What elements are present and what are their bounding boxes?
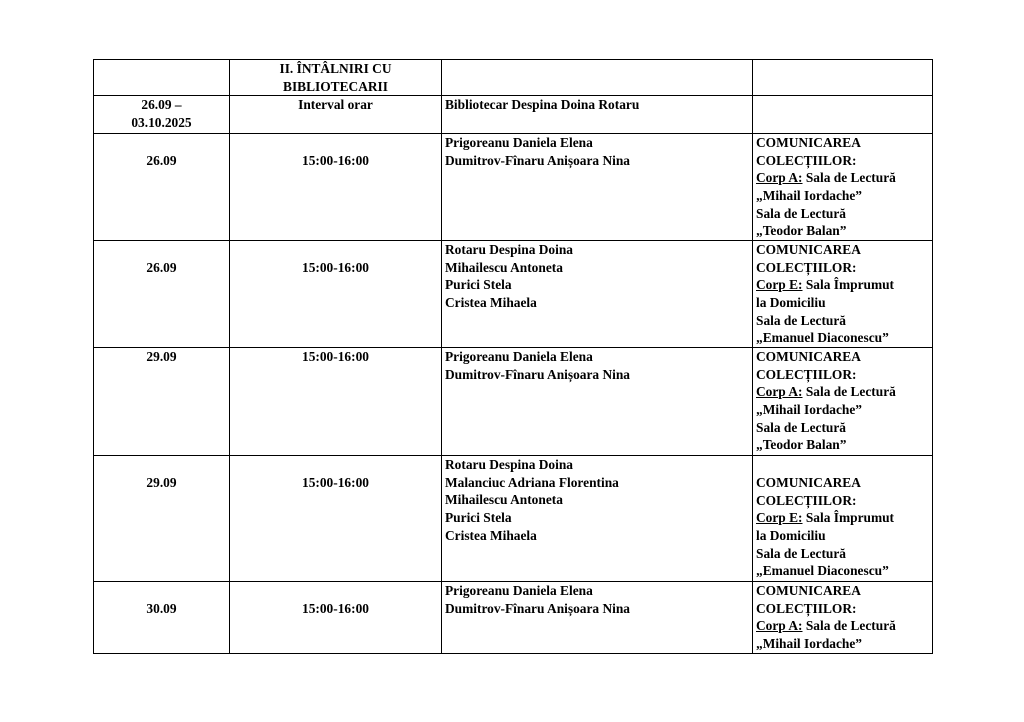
- location-line: „Mihail Iordache”: [756, 635, 863, 651]
- participant-name: Purici Stela: [445, 509, 512, 525]
- location-line: „Mihail Iordache”: [756, 401, 863, 417]
- location-subtitle: COLECȚIILOR:: [756, 492, 857, 508]
- location-corp-line: [756, 617, 929, 635]
- empty-cell: [94, 60, 230, 96]
- location-subtitle: COLECȚIILOR:: [756, 366, 857, 382]
- participant-name: Mihailescu Antoneta: [445, 492, 563, 508]
- location-line: Sala de Lectură: [756, 545, 847, 561]
- location-line: „Mihail Iordache”: [756, 187, 863, 203]
- table-row: [94, 241, 933, 348]
- participant-name: Rotaru Despina Doina: [445, 457, 573, 473]
- participant-name: Dumitrov-Fînaru Anișoara Nina: [445, 366, 631, 382]
- participant-name: Cristea Mihaela: [445, 527, 537, 543]
- location-corp: Corp A:: [756, 170, 803, 186]
- participant-name: Prigoreanu Daniela Elena: [445, 349, 593, 365]
- table-row: [94, 134, 933, 241]
- location-subtitle: COLECȚIILOR:: [756, 259, 857, 275]
- location-cell: [753, 456, 933, 582]
- interval-cell: 15:00-16:00: [230, 348, 442, 456]
- participant-name: Dumitrov-Fînaru Anișoara Nina: [445, 600, 631, 616]
- participant-name: Prigoreanu Daniela Elena: [445, 135, 593, 151]
- location-corp: Corp E:: [756, 510, 803, 526]
- date-cell: 29.09: [94, 348, 230, 456]
- table-row: [94, 456, 933, 582]
- location-line: Sala de Lectură: [756, 205, 847, 221]
- location-corp-line: [756, 169, 929, 187]
- location-room: Sala de Lectură: [802, 384, 896, 400]
- location-corp-line: [756, 383, 929, 401]
- location-line: Sala de Lectură: [756, 419, 847, 435]
- interval-cell: 15:00-16:00: [230, 456, 442, 582]
- period-cell: 26.09 – 03.10.2025: [94, 96, 230, 134]
- location-cell: [753, 134, 933, 241]
- header-row: [94, 96, 933, 134]
- location-title: COMUNICAREA: [756, 135, 861, 151]
- section-title: II. ÎNTÂLNIRI CU BIBLIOTECARII: [230, 60, 442, 96]
- location-room: Sala Împrumut: [802, 510, 895, 526]
- empty-cell: [442, 60, 753, 96]
- date-cell: 26.09: [94, 241, 230, 348]
- location-corp: Corp E:: [756, 277, 803, 293]
- schedule-rows: [94, 134, 933, 654]
- schedule-table: [93, 59, 933, 654]
- participant-name: Rotaru Despina Doina: [445, 242, 573, 258]
- location-line: „Emanuel Diaconescu”: [756, 330, 889, 346]
- location-subtitle: COLECȚIILOR:: [756, 152, 857, 168]
- interval-cell: 15:00-16:00: [230, 134, 442, 241]
- participant-name: Cristea Mihaela: [445, 294, 537, 310]
- location-line: la Domiciliu: [756, 294, 826, 310]
- participant-name: Mihailescu Antoneta: [445, 259, 563, 275]
- participants-cell: [442, 456, 753, 582]
- table-row: [94, 582, 933, 654]
- participant-name: Prigoreanu Daniela Elena: [445, 583, 593, 599]
- participants-cell: [442, 134, 753, 241]
- librarian-header: Bibliotecar Despina Doina Rotaru: [442, 96, 753, 134]
- location-cell: [753, 241, 933, 348]
- date-cell: 30.09: [94, 582, 230, 654]
- participant-name: Dumitrov-Fînaru Anișoara Nina: [445, 152, 631, 168]
- interval-cell: 15:00-16:00: [230, 241, 442, 348]
- location-line: „Emanuel Diaconescu”: [756, 563, 889, 579]
- interval-header: Interval orar: [230, 96, 442, 134]
- location-corp: Corp A:: [756, 618, 803, 634]
- location-corp-line: [756, 276, 929, 294]
- date-cell: 29.09: [94, 456, 230, 582]
- location-line: Sala de Lectură: [756, 312, 847, 328]
- location-line: la Domiciliu: [756, 527, 826, 543]
- participant-name: Purici Stela: [445, 277, 512, 293]
- location-cell: [753, 582, 933, 654]
- location-title: COMUNICAREA: [756, 475, 861, 491]
- location-subtitle: COLECȚIILOR:: [756, 600, 857, 616]
- location-title: COMUNICAREA: [756, 242, 861, 258]
- location-title: COMUNICAREA: [756, 349, 861, 365]
- location-room: Sala Împrumut: [802, 277, 895, 293]
- participant-name: Malanciuc Adriana Florentina: [445, 474, 619, 490]
- location-line: „Teodor Balan”: [756, 223, 847, 239]
- location-cell: [753, 348, 933, 456]
- title-row: [94, 60, 933, 96]
- empty-cell: [753, 96, 933, 134]
- location-corp: Corp A:: [756, 384, 803, 400]
- empty-cell: [753, 60, 933, 96]
- interval-cell: 15:00-16:00: [230, 582, 442, 654]
- location-room: Sala de Lectură: [802, 618, 896, 634]
- location-title: COMUNICAREA: [756, 583, 861, 599]
- location-line: „Teodor Balan”: [756, 437, 847, 453]
- participants-cell: [442, 241, 753, 348]
- date-cell: 26.09: [94, 134, 230, 241]
- participants-cell: [442, 348, 753, 456]
- participants-cell: [442, 582, 753, 654]
- location-room: Sala de Lectură: [802, 170, 896, 186]
- location-corp-line: [756, 509, 929, 527]
- table-row: [94, 348, 933, 456]
